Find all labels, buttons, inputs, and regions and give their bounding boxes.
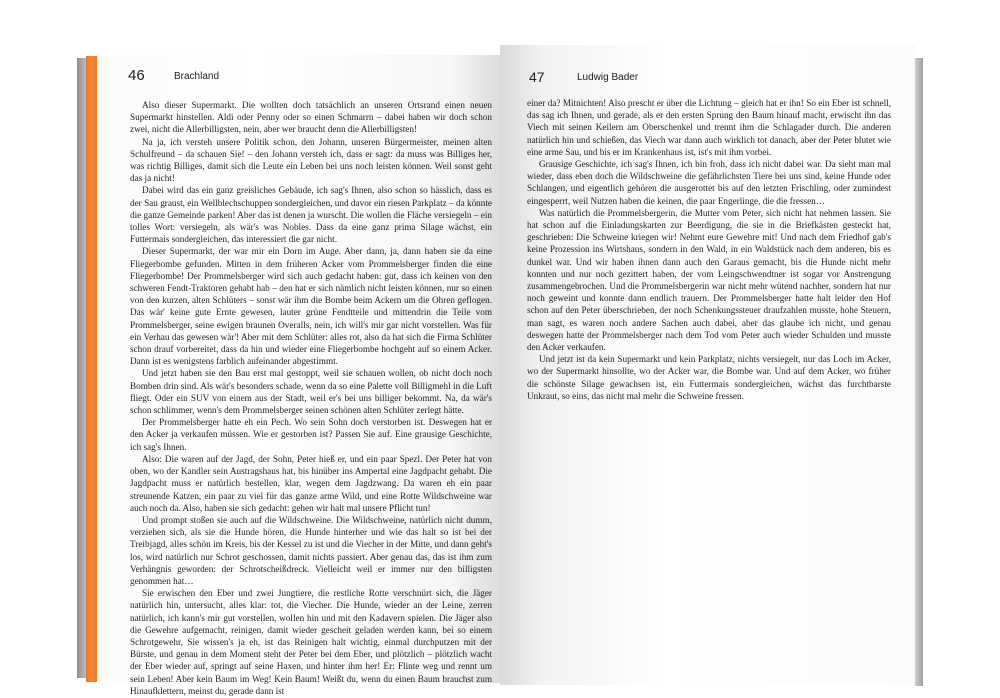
left-paragraph: Und prompt stoßen sie auch auf die Wildschweine. Die Wildschweine, natürlich nicht dumm, verziehen sich, als sie die Hunde hören, die Hunde hinterher und wie das halt so ist bei der Treibjagd, alles schön im Kreis, bis der Kessel zu ist und die Viecher in der Mitte, und dann geht's los, wird natürlich nur Schrot geschossen, damit nichts passiert. Aber genau das, das ist ihm zum Verhängnis geworden: der Schrotscheißdreck. Vielleicht weil er immer nur den billigsten genommen hat… [130,514,492,586]
book-edge-right [915,58,923,686]
right-paragraph: Was natürlich die Prommelsbergerin, die Mutter vom Peter, sich nicht hat nehmen lassen. Sie hat schon auf die Einladungskarten zur Beerdigung, die sie in die Briefkästen gesteckt hat, geschrieben: Die Schweine kriegen wir! Nehmt eure Gewehre mit! Und nach dem Friedhof gab's keine Prozession ins Wirtshaus, sondern in den Wald, in ein Waldstück nach dem anderen, bis es dunkel war. Und wir haben ihnen dann auch den Garaus gemacht, bis die Hunde nicht mehr konnten und nur noch gezittert haben, der vom Leingschwendtner ist sogar vor Anstrengung zusammengebrochen. Und die Prommelsbergerin war nicht mehr wütend nachher, sondern hat nur noch geweint und konnte dann endlich trauern. Der Prommelsberger hatte halt leider den Hof schon auf den Peter überschrieben, der noch Schenkungssteuer draufzahlen musste, hohe Steuern, man sagt, es waren noch andere Sachen auch dabei, aber das glaube ich nicht, und genau deswegen hatte der Prommelsberger nach dem Tod vom Peter auch wieder Schulden und musste den Acker verkaufen. [527,207,891,353]
left-paragraph: Also dieser Supermarkt. Die wollten doch tatsächlich an unseren Ortsrand einen neuen Supermarkt hinstellen. Aldi oder Penny oder so einen Schmarrn – dabei haben wir doch schon zwei, nicht die Allerbilligsten, nein, aber wer braucht denn die Allerbilligsten! [130,100,492,135]
right-paragraph: einer da? Mitnichten! Also prescht er über die Lichtung – gleich hat er ihn! So ein Eber ist schnell, das sag ich Ihnen, und gerade, als er den ersten Sprung den Baum hinauf macht, erwischt ihn das Viech mit seinen Keilern am Oberschenkel und trennt ihm die Schlagader durch. Die anderen natürlich hin und schießen, das Viech war dann auch wirklich tot danach, aber der Peter blutet wie eine arme Sau, und bis er im Krankenhaus ist, ist's mit ihm vorbei. [527,98,891,157]
left-paragraph: Na ja, ich versteh unsere Politik schon, den Johann, unseren Bürgermeister, meinen alten Schulfreund – da schauen Sie! – den Johann versteh ich, dass er sagt: da muss was Billiges her, was richtig Billiges, damit sich die Leute ein Leben bei uns noch leisten können. Weil sonst geht das ja nicht! [130,136,492,184]
left-page [97,55,500,696]
right-paragraph: Und jetzt ist da kein Supermarkt und kein Parkplatz, nichts versiegelt, nur das Loch im Acker, wo der Supermarkt hinsollte, wo der Acker war, die Bombe war. Und auf dem Acker, wo früher die schönste Silage gewachsen ist, ein Futtermais sondergleichen, wächst das furchtbarste Unkraut, so eins, das nicht mal mehr die Schweine fressen. [527,354,891,401]
left-paragraph: Dieser Supermarkt, der war mir ein Dorn im Auge. Aber dann, ja, dann haben sie da eine Fliegerbombe gefunden. Mitten in dem früheren Acker vom Prommelsberger finden die eine Fliegerbombe! Der Prommelsberger wird sich auch gedacht haben: gut, dass ich keinen von den schweren Fendt-Traktoren gehabt hab – den hat er sich nämlich nicht leisten können, nur so einen von den kurzen, alten Schlüters – sonst wär ihm die Bombe beim Ackern um die Ohren geflogen. Das wär' keine gute Ernte gewesen, lauter grüne Fendtteile und mittendrin die Teile vom Prommelsberger, seine ewigen braunen Overalls, nein, ich will's mir gar nicht vorstellen. Was für ein Verhau das gewesen wär'! Aber mit dem Schlüter: alles rot, also da hat sich die Firma Schlüter schon drauf vorbereitet, dass da hin und wieder eine Fliegerbombe hochgeht auf so einem Acker. Dann ist es wenigstens farblich aufeinander abgestimmt. [130,246,492,367]
book-edge-gray [77,58,86,678]
left-page-number: 46 [128,67,145,84]
left-paragraph: Also: Die waren auf der Jagd, der Sohn, Peter hieß er, und ein paar Spezl. Der Peter hat von oben, wo der Kandler sein Austragshaus hat, bis hinüber ins Ampertal eine Jagdpacht gehabt. Die Jagdpacht muss er natürlich bestellen, klar, wegen dem Jagdzwang. Da waren eh ein paar streunende Katzen, ein paar zu viel für das ganze arme Wild, und eine Rotte Wildschweine war auch noch da. Also, haben sie sich gedacht: gehen wir halt mal unsere Pflicht tun! [130,453,492,513]
left-running-head: Brachland [174,71,220,82]
right-running-head: Ludwig Bader [577,72,639,83]
right-page-number: 47 [529,69,545,85]
left-paragraph: Dabei wird das ein ganz greisliches Gebäude, ich sag's Ihnen, also schon so hässlich, dass es der Sau graust, ein Wellblechschuppen sondergleichen, und davor ein riesen Parkplatz – da könnte die ganze Gemeinde parken! Aber das ist denen ja wurscht. Die wollen die Fläche versiegeln – ein tolles Wort: versiegeln, als wär's was Nobles. Dass da eine ganz prima Silage wächst, ein Futtermais sondergleichen, das interessiert die gar nicht. [130,185,492,245]
left-paragraph: Und jetzt haben sie den Bau erst mal gestoppt, weil sie schauen wollen, ob nicht doch noch Bomben drin sind. Als wär's besonders schade, wenn da so eine Palette voll Billigmehl in die Luft fliegt. Oder ein SUV von einem aus der Stadt, weil er's bei uns billiger bekommt. Na, da wär's schon schlimmer, wenn's dem Prommelsberger seinen schönen alten Schlüter zerlegt hätte. [130,368,492,416]
left-paragraph: Sie erwischen den Eber und zwei Jungtiere, die restliche Rotte verschnürt sich, die Jäger natürlich hin, untersucht, alles klar: tot, die Viecher. Die Hunde, wieder an der Leine, zerren natürlich, ich kann's mir gut vorstellen, wollen hin und mit den Kadavern spielen. Die Jäger also die Gewehre aufgemacht, reinigen, damit wieder gescheit geladen werden kann, bei so einem Schrotgewehr, Sie wissen's ja eh, ist das Reinigen halt wichtig, einmal durchputzen mit der Bürste, und genau in dem Moment steht der Peter bei dem Eber, und plötzlich – plötzlich wacht der Eber wieder auf, springt auf seine Haxen, und hinter ihm her! Er: Flinte weg und rennt um sein Leben! Aber kein Baum im Weg! Kein Baum! Weißt du, wenn du einen Baum brauchst zum Hinaufklettern, meinst du, gerade dann ist [130,588,492,696]
right-body-text [527,97,891,402]
left-paragraph: Der Prommelsberger hatte eh ein Pech. Wo sein Sohn doch verstorben ist. Deswegen hat er den Acker ja verkaufen müssen. Wie er gestorben ist? Passen Sie auf. Eine grausige Geschichte, ich sag's Ihnen. [130,417,492,452]
right-page [500,45,916,685]
left-body-text [130,99,492,697]
right-paragraph: Grausige Geschichte, ich sag's Ihnen, ich bin froh, dass ich nicht dabei war. Da sieht man mal wieder, dass eben doch die Wildschweine die gefährlichsten Tiere bei uns sind, keine Hunde oder Schlangen, und eigentlich gehören die ausgerottet bis auf den letzten Frischling, oder zumindest eingesperrt, weil Nutzen haben die keinen, die paar Engerlinge, die die fressen… [527,159,891,206]
